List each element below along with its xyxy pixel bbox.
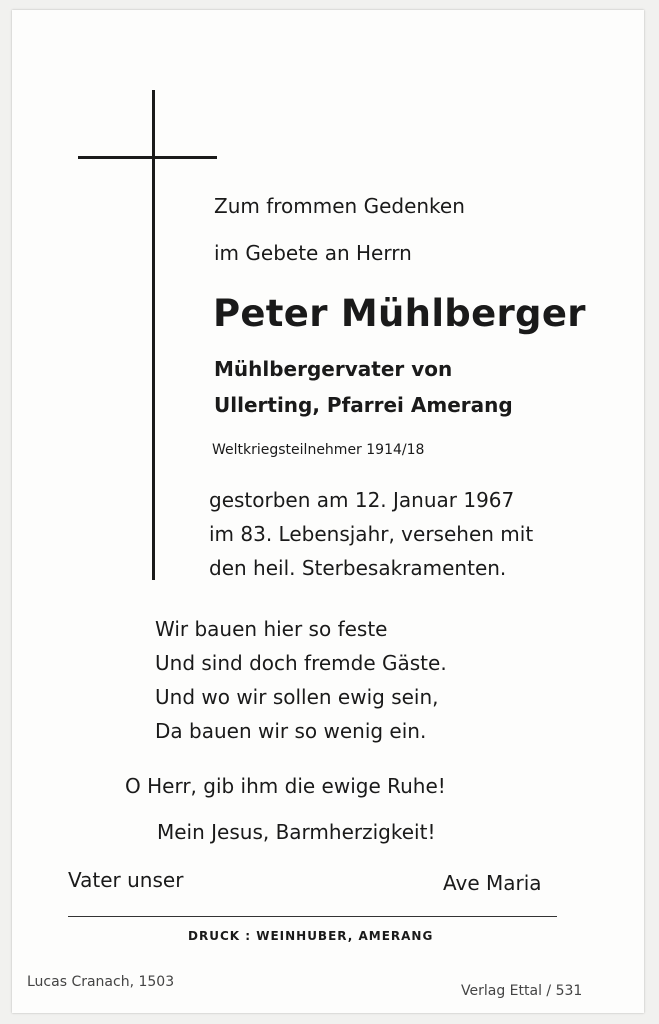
poem-line: Da bauen wir so wenig ein. xyxy=(155,719,427,743)
veteran-note: Weltkriegsteilnehmer 1914/18 xyxy=(212,442,425,458)
prayer-vater-unser: Vater unser xyxy=(68,868,184,892)
publisher-credit: Verlag Ettal / 531 xyxy=(461,983,583,999)
prayer-line-2: Mein Jesus, Barmherzigkeit! xyxy=(157,820,436,844)
title-line-1: Mühlbergervater von xyxy=(214,357,453,381)
memorial-card xyxy=(12,10,644,1013)
divider-rule xyxy=(68,916,557,917)
poem-line: Wir bauen hier so feste xyxy=(155,617,388,641)
printer-imprint: DRUCK : WEINHUBER, AMERANG xyxy=(188,929,434,943)
prayer-line-1: O Herr, gib ihm die ewige Ruhe! xyxy=(125,774,446,798)
cross-vertical-bar xyxy=(152,90,155,580)
cross-horizontal-bar xyxy=(78,156,217,159)
intro-line-1: Zum frommen Gedenken xyxy=(214,194,465,218)
poem-line: Und wo wir sollen ewig sein, xyxy=(155,685,439,709)
artwork-credit: Lucas Cranach, 1503 xyxy=(27,974,175,990)
prayer-ave-maria: Ave Maria xyxy=(443,871,542,895)
intro-line-2: im Gebete an Herrn xyxy=(214,241,412,265)
poem-line: Und sind doch fremde Gäste. xyxy=(155,651,447,675)
death-line-3: den heil. Sterbesakramenten. xyxy=(209,556,507,580)
death-line-2: im 83. Lebensjahr, versehen mit xyxy=(209,522,534,546)
deceased-name: Peter Mühlberger xyxy=(213,292,586,335)
death-line-1: gestorben am 12. Januar 1967 xyxy=(209,488,515,512)
title-line-2: Ullerting, Pfarrei Amerang xyxy=(214,393,513,417)
